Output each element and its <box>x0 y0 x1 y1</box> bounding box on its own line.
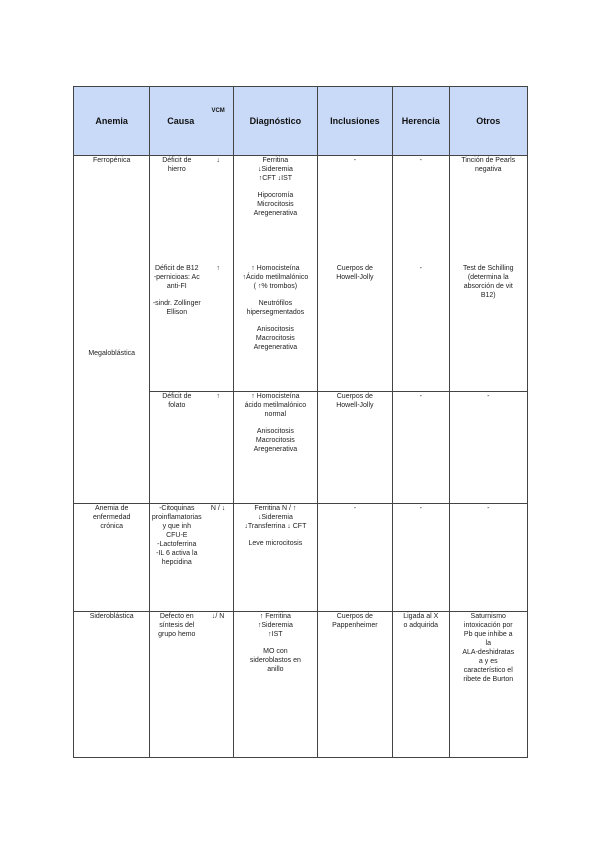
cell-causa-ferropenica: Déficit de hierro <box>150 156 203 264</box>
cell-inclusiones-ferropenica: - <box>317 156 392 264</box>
cell-inclusiones-b12: Cuerpos de Howell-Jolly <box>317 264 392 392</box>
header-diagnostico: Diagnóstico <box>234 87 318 156</box>
anemia-name: Ferropénica <box>93 157 131 164</box>
cell-diag-ferropenica: Ferritina ↓Sideremia ↑CFT ↓IST Hipocromía Microcitosis Aregenerativa <box>234 156 318 264</box>
cell-causa-folato: Déficit de folato <box>150 392 203 504</box>
header-causa: Causa <box>150 87 203 156</box>
cell-causa-sideroblastica: Defecto en síntesis del grupo hemo <box>150 612 203 758</box>
row-cronica <box>74 504 528 612</box>
cell-anemia-sideroblastica: Sideroblástica <box>74 612 150 758</box>
row-sideroblastica <box>74 612 528 758</box>
cell-vcm-cronica: N / ↓ <box>203 504 233 612</box>
cell-vcm-ferropenica: ↓ <box>203 156 233 264</box>
anemia-name: Megaloblástica <box>88 349 136 357</box>
cell-vcm-b12: ↑ <box>203 264 233 392</box>
cell-otros-cronica: - <box>449 504 528 612</box>
cell-otros-folato: - <box>449 392 528 504</box>
cell-herencia-ferropenica: - <box>393 156 449 264</box>
header-otros: Otros <box>449 87 528 156</box>
cell-anemia-megaloblastica <box>74 264 150 504</box>
cell-inclusiones-folato: Cuerpos de Howell-Jolly <box>317 392 392 504</box>
cell-vcm-sideroblastica: ↓/ N <box>203 612 233 758</box>
cell-causa-b12: Déficit de B12 -pernicioas: Ac anti-FI -sindr. Zollinger Ellison <box>150 264 203 392</box>
header-anemia: Anemia <box>74 87 150 156</box>
cell-vcm-folato: ↑ <box>203 392 233 504</box>
cell-otros-sideroblastica: Saturnismo intoxicación por Pb que inhibe a la ALA-deshidratas a y es característico el ribete de Burton <box>449 612 528 758</box>
header-vcm: VCM <box>203 87 233 156</box>
cell-herencia-cronica: - <box>393 504 449 612</box>
cell-diag-folato: ↑ Homocisteína ácido metilmalónico normal Anisocitosis Macrocitosis Aregenerativa <box>234 392 318 504</box>
cell-inclusiones-sideroblastica: Cuerpos de Pappenheimer <box>317 612 392 758</box>
header-row <box>74 87 528 156</box>
cell-anemia-cronica: Anemia de enfermedad crónica <box>74 504 150 612</box>
anemia-table <box>73 86 528 758</box>
cell-herencia-b12: - <box>393 264 449 392</box>
row-ferropenica <box>74 156 528 264</box>
header-inclusiones: Inclusiones <box>317 87 392 156</box>
cell-otros-ferropenica: Tinción de Pearls negativa <box>449 156 528 264</box>
cell-herencia-sideroblastica: Ligada al X o adquirida <box>393 612 449 758</box>
cell-diag-b12: ↑ Homocisteína ↑Ácido metilmalónico ( ↑% trombos) Neutrófilos hipersegmentados Anisocitosis Macrocitosis Aregenerativa <box>234 264 318 392</box>
cell-otros-b12: Test de Schilling (determina la absorción de vit B12) <box>449 264 528 392</box>
row-megaloblastica-b12 <box>74 264 528 392</box>
cell-herencia-folato: - <box>393 392 449 504</box>
cell-diag-sideroblastica: ↑ Ferritina ↑Sideremia ↑IST MO con sideroblastos en anillo <box>234 612 318 758</box>
cell-inclusiones-cronica: - <box>317 504 392 612</box>
cell-anemia-ferropenica <box>74 156 150 264</box>
cell-diag-cronica: Ferritina N / ↑ ↓Sideremia ↓Transferrina ↓ CFT Leve microcitosis <box>234 504 318 612</box>
cell-causa-cronica: -Citoquinas proinflamatorias y que inh CFU-E -Lactoferrina -IL 6 activa la hepcidina <box>150 504 203 612</box>
header-herencia: Herencia <box>393 87 449 156</box>
